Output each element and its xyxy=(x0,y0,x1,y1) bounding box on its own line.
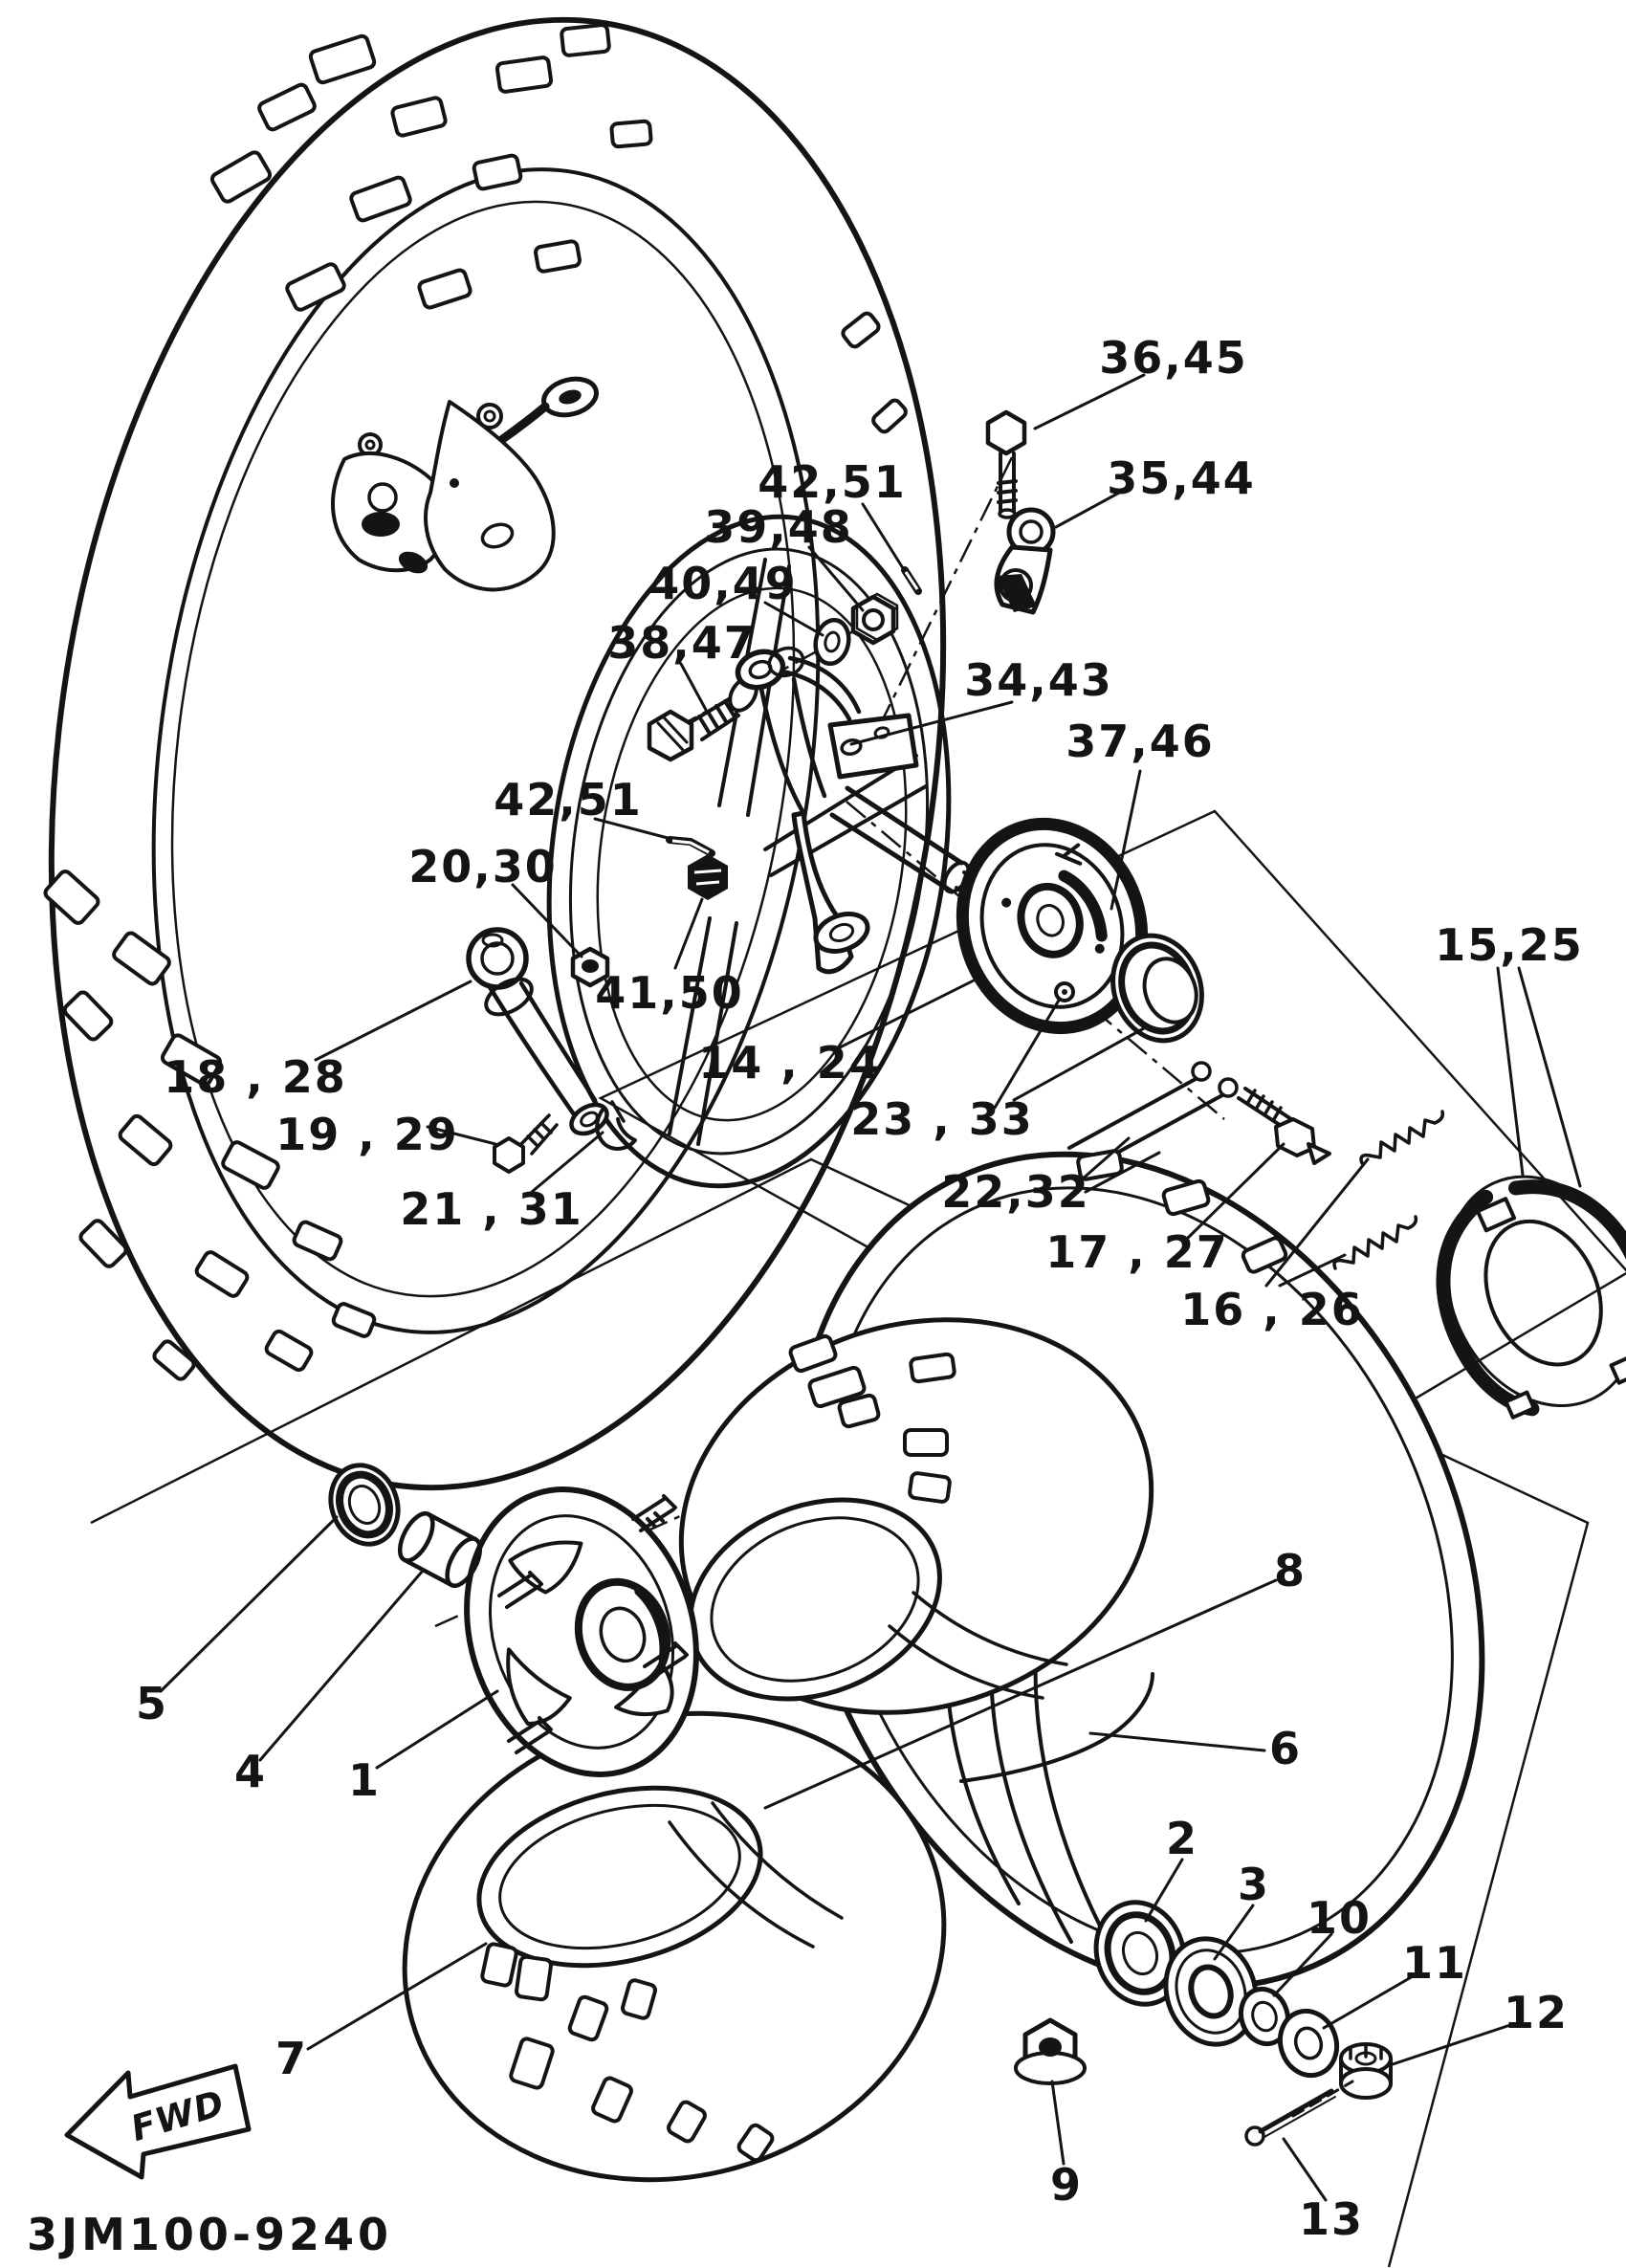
callout-14-24: 14 , 24 xyxy=(698,1037,882,1089)
callout-p5: 5 xyxy=(135,1678,169,1729)
cotter-pins-pair xyxy=(1069,1063,1237,1163)
callout-16-26: 16 , 26 xyxy=(1180,1284,1364,1335)
brake-springs xyxy=(1334,1112,1442,1268)
drawing-code: 3JM100-9240 xyxy=(27,2209,393,2260)
callout-p4: 4 xyxy=(233,1746,268,1797)
callout-38-47: 38,47 xyxy=(607,617,757,669)
callout-37-46: 37,46 xyxy=(1066,716,1215,767)
upper-bolt xyxy=(988,412,1024,517)
castle-nut-12 xyxy=(1341,2044,1391,2098)
knuckle-nut xyxy=(853,594,897,643)
brake-adjuster xyxy=(1239,1089,1329,1163)
cotter-pin-lower xyxy=(670,840,712,853)
callout-p10: 10 xyxy=(1306,1892,1373,1944)
callout-22-32: 22,32 xyxy=(941,1166,1090,1218)
callout-19-29: 19 , 29 xyxy=(275,1109,459,1160)
brake-drum-assembly xyxy=(936,801,1216,1053)
callout-21-31: 21 , 31 xyxy=(400,1183,583,1235)
flange-nut-9 xyxy=(1016,2020,1085,2083)
callout-40-49: 40,49 xyxy=(648,558,798,609)
cotter-pin-upper xyxy=(905,570,918,591)
knuckle-front-view xyxy=(333,373,601,589)
callout-p12: 12 xyxy=(1503,1987,1570,2038)
callout-36-45: 36,45 xyxy=(1099,332,1248,384)
callout-p3: 3 xyxy=(1237,1859,1271,1910)
fwd-arrow xyxy=(67,2066,249,2177)
callout-42-51b: 42,51 xyxy=(494,774,643,826)
spindle-nut xyxy=(688,854,728,900)
callout-18-28: 18 , 28 xyxy=(164,1051,347,1103)
stopper-bracket xyxy=(997,510,1053,612)
callout-15-25: 15,25 xyxy=(1435,919,1584,971)
callout-p6: 6 xyxy=(1268,1723,1303,1774)
callout-20-30: 20,30 xyxy=(408,841,558,892)
callout-p2: 2 xyxy=(1165,1813,1199,1864)
tire-tread-blocks xyxy=(43,25,908,1381)
callout-35-44: 35,44 xyxy=(1107,452,1256,504)
callout-39-48: 39,48 xyxy=(704,501,853,553)
callout-17-27: 17 , 27 xyxy=(1045,1226,1229,1278)
callout-p7: 7 xyxy=(275,2033,309,2084)
callout-p9: 9 xyxy=(1049,2159,1084,2211)
cotter-pin-13 xyxy=(1246,2081,1352,2145)
callout-42-51a: 42,51 xyxy=(758,456,907,508)
callout-p13: 13 xyxy=(1298,2193,1365,2245)
callout-34-43: 34,43 xyxy=(964,654,1113,706)
brake-shoes xyxy=(1405,1144,1626,1440)
callout-41-50: 41,50 xyxy=(595,967,744,1019)
fwd-arrow-label: FWD xyxy=(125,2081,231,2150)
clamp-bolt xyxy=(494,1115,557,1172)
callout-p8: 8 xyxy=(1273,1545,1307,1596)
callout-p1: 1 xyxy=(347,1754,382,1806)
callout-23-33: 23 , 33 xyxy=(850,1093,1034,1145)
callout-p11: 11 xyxy=(1401,1937,1468,1989)
